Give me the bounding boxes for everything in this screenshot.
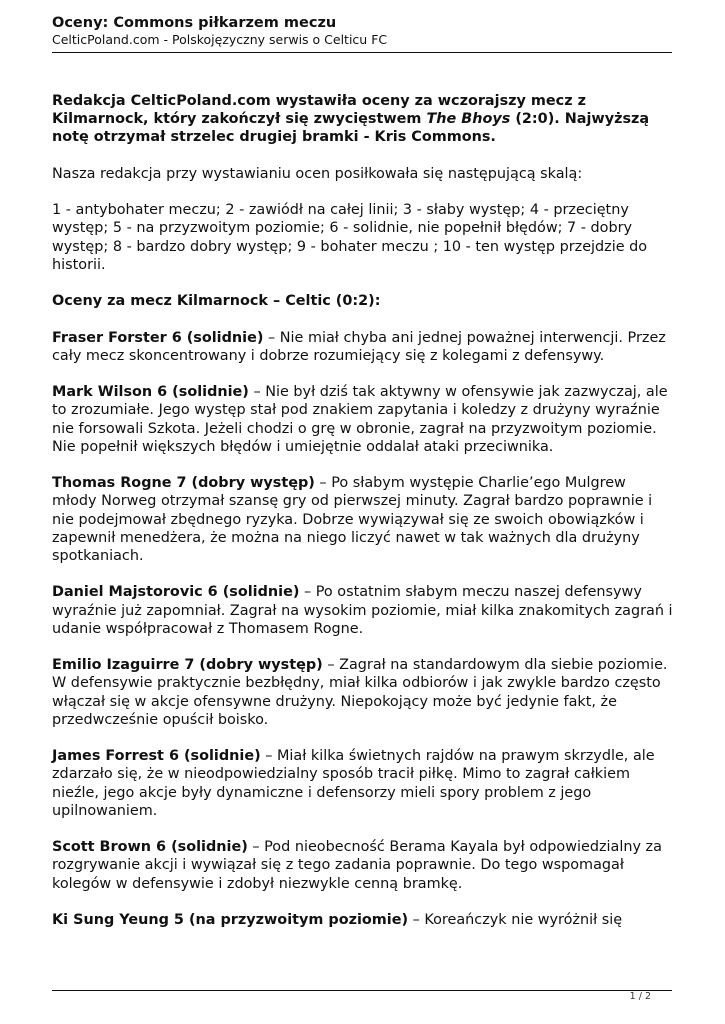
player-name-rating: Daniel Majstorovic 6 (solidnie) xyxy=(52,584,300,601)
player-rating xyxy=(52,911,674,929)
player-rating xyxy=(52,656,674,729)
player-rating xyxy=(52,329,674,365)
ratings-heading-text: Oceny za mecz Kilmarnock – Celtic (0:2): xyxy=(52,293,381,310)
rating-scale: 1 - antybohater meczu; 2 - zawiódł na całej linii; 3 - słaby występ; 4 - przeciętny występ; 5 - na przyzwoitym poziomie; 6 - solidnie, nie popełnił błędów; 7 - dobry występ; 8 - bardzo dobry występ; 9 - bohater meczu ; 10 - ten występ przejdzie do historii. xyxy=(52,202,648,273)
scale-intro: Nasza redakcja przy wystawianiu ocen posiłkowała się następującą skalą: xyxy=(52,165,583,182)
player-comment: – Po słabym występie Charlie’ego Mulgrew młody Norweg otrzymał szansę gry od pierwszej minuty. Zagrał bardzo poprawnie i nie podejmował zbędnego ryzyka. Dobrze wywiązywał się ze swoich obowiązków i zapewnił menedżera, że można na niego liczyć nawet w tak ważnych dla drużyny spotkaniach. xyxy=(52,475,653,564)
ratings-heading xyxy=(52,292,674,310)
lead-text-2: (2:0). Najwyższą notę otrzymał strzelec drugiej bramki - Kris Commons. xyxy=(52,111,650,146)
player-rating xyxy=(52,583,674,638)
player-name-rating: Ki Sung Yeung 5 (na przyzwoitym poziomie) xyxy=(52,911,409,928)
player-rating xyxy=(52,383,674,456)
player-comment: – Nie miał chyba ani jednej poważnej interwencji. Przez cały mecz skoncentrowany i dobrze rozumiejący się z kolegami z defensywy. xyxy=(52,329,666,364)
lead-paragraph xyxy=(52,92,674,147)
lead-team-name: The Bhoys xyxy=(426,111,511,128)
player-comment: – Zagrał na standardowym dla siebie poziomie. W defensywie praktycznie bezbłędny, miał kilka odbiorów i jak zwykle bardzo często włączał się w akcje ofensywne drużyny. Niepokojący może być jedynie fakt, że przedwcześnie opuścił boisko. xyxy=(52,657,668,728)
player-rating xyxy=(52,747,674,820)
article-title: Oceny: Commons piłkarzem meczu xyxy=(52,15,337,31)
player-comment: – Pod nieobecność Berama Kayala był odpowiedzialny za rozgrywanie akcji i wywiązał się z tego zadania poprawnie. Do tego wspomagał kolegów w defensywie i zdobył niezwykle cenną bramkę. xyxy=(52,839,662,892)
player-comment: – Nie był dziś tak aktywny w ofensywie jak zazwyczaj, ale to zrozumiałe. Jego występ stał pod znakiem zapytania i koledzy z drużyny wyraźnie nie forsowali Szkota. Jeżeli chodzi o grę w obronie, zagrał na przyzwoitym poziomie. Nie popełnił większych błędów i umiejętnie oddalał ataki przeciwnika. xyxy=(52,384,668,455)
player-name-rating: Fraser Forster 6 (solidnie) xyxy=(52,329,264,346)
player-comment: – Po ostatnim słabym meczu naszej defensywy wyraźnie już zapomniał. Zagrał na wysokim poziomie, miał kilka znakomitych zagrań i udanie współpracował z Thomasem Rogne. xyxy=(52,584,673,637)
player-comment: – Koreańczyk nie wyróżnił się xyxy=(408,911,623,928)
header-divider xyxy=(52,52,672,53)
player-name-rating: Mark Wilson 6 (solidnie) xyxy=(52,384,249,401)
player-name-rating: Scott Brown 6 (solidnie) xyxy=(52,839,248,856)
page-header xyxy=(52,14,672,48)
article-body xyxy=(52,92,674,947)
player-name-rating: Thomas Rogne 7 (dobry występ) xyxy=(52,475,315,492)
page-number: 1 / 2 xyxy=(629,991,651,1002)
footer-divider xyxy=(52,990,672,991)
player-rating xyxy=(52,474,674,565)
player-comment: – Miał kilka świetnych rajdów na prawym skrzydle, ale zdarzało się, że w nieodpowiedzialny sposób tracił piłkę. Mimo to zagrał całkiem nieźle, jego akcje były dynamiczne i defensorzy mieli spory problem z jego upilnowaniem. xyxy=(52,748,655,819)
player-name-rating: Emilio Izaguirre 7 (dobry występ) xyxy=(52,657,323,674)
player-name-rating: James Forrest 6 (solidnie) xyxy=(52,748,261,765)
player-rating xyxy=(52,838,674,893)
site-subtitle: CelticPoland.com - Polskojęzyczny serwis o Celticu FC xyxy=(52,32,388,47)
lead-text-1: Redakcja CelticPoland.com wystawiła oceny za wczorajszy mecz z Kilmarnock, który zakończył się zwycięstwem xyxy=(52,93,586,128)
